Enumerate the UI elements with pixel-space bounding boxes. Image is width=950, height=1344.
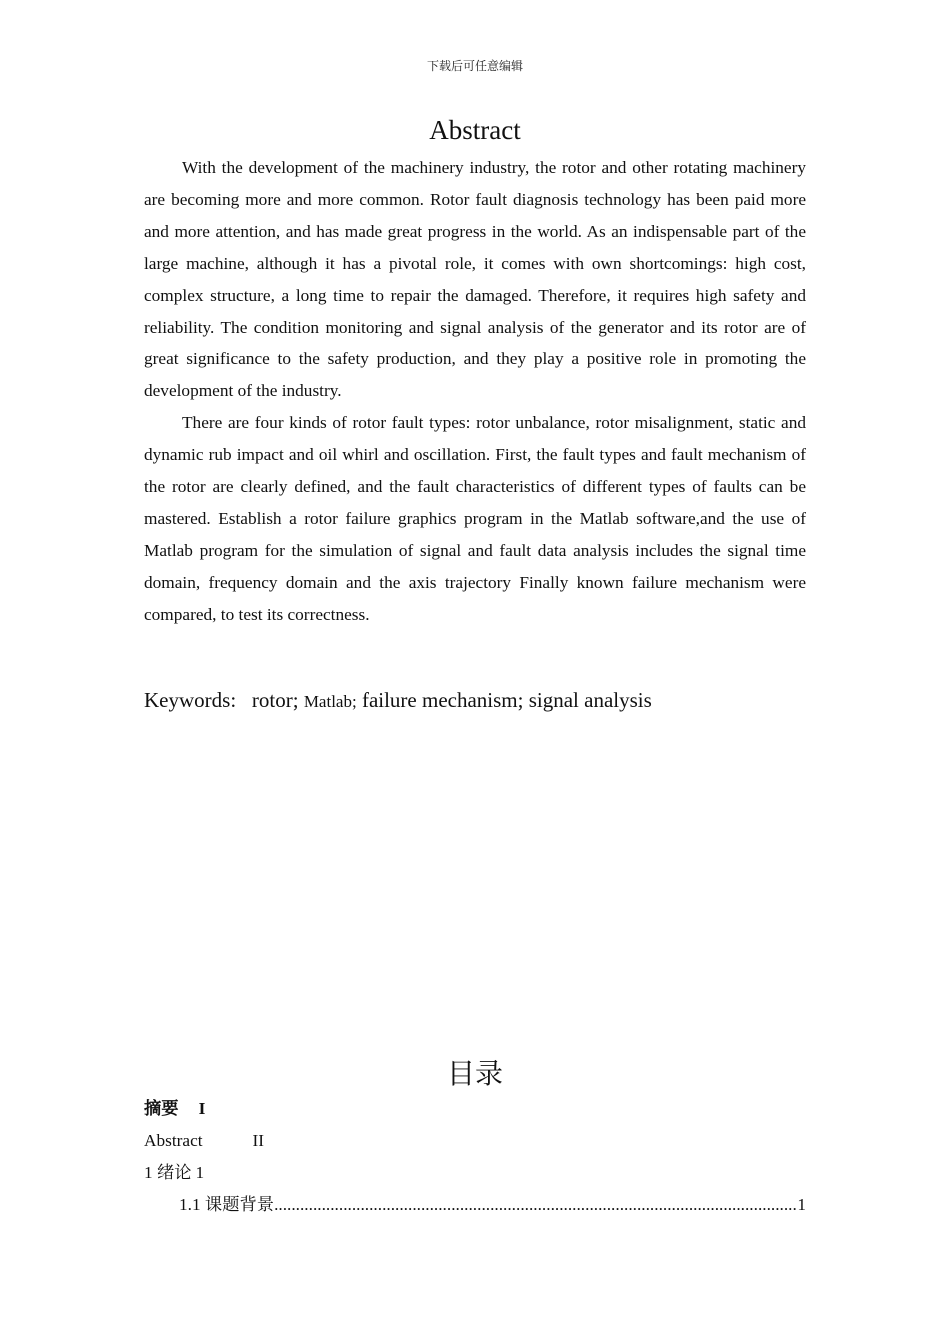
toc-entry-chapter-1[interactable]	[144, 1157, 806, 1189]
keyword-rotor: rotor;	[251, 688, 299, 712]
abstract-title: Abstract	[429, 115, 521, 145]
keyword-rest: failure mechanism; signal analysis	[361, 688, 652, 712]
toc-leader-dots	[274, 1189, 797, 1221]
abstract-body	[144, 152, 806, 631]
table-of-contents	[144, 1093, 806, 1221]
toc-entry-page: I	[198, 1099, 206, 1118]
keywords-line	[144, 688, 844, 713]
toc-entry-page: II	[252, 1131, 265, 1150]
abstract-paragraph-1: With the development of the machinery industry, the rotor and other rotating machinery are becoming more and more common. Rotor fault diagnosis technology has been paid more and more attention, and has made great progress in the world. As an indispensable part of the large machine, although it has a pivotal role, it comes with own shortcomings: high cost, complex structure, a long time to repair the damaged. Therefore, it requires high safety and reliability. The condition monitoring and signal analysis of the generator and its rotor are of great significance to the safety production, and they play a positive role in promoting the development of the industry.	[144, 158, 806, 401]
toc-entry-abstract-en[interactable]	[144, 1125, 806, 1157]
abstract-paragraph-2: There are four kinds of rotor fault types: rotor unbalance, rotor misalignment, static and dynamic rub impact and oil whirl and oscillation. First, the fault types and fault mechanism of the rotor are clearly defined, and the fault characteristics of different types of faults can be mastered. Establish a rotor failure graphics program in the Matlab software,and the use of Matlab program for the simulation of signal and fault data analysis includes the signal time domain, frequency domain and the axis trajectory Finally known failure mechanism were compared, to test its correctness.	[144, 413, 806, 624]
keyword-matlab: Matlab;	[303, 692, 357, 711]
toc-entry-page: 1	[195, 1163, 205, 1182]
toc-entry-section-1-1[interactable]	[144, 1189, 806, 1221]
toc-entry-abstract-cn[interactable]	[144, 1093, 806, 1125]
page-header: 下载后可任意编辑	[426, 59, 523, 73]
toc-entry-label: 1.1 课题背景	[179, 1195, 275, 1214]
toc-entry-label: 摘要	[144, 1099, 179, 1118]
toc-entry-page: 1	[797, 1195, 806, 1214]
toc-title: 目录	[446, 1057, 503, 1090]
toc-entry-label: Abstract	[144, 1131, 203, 1150]
toc-entry-label: 1 绪论	[144, 1163, 192, 1182]
keywords-label: Keywords:	[144, 688, 237, 712]
